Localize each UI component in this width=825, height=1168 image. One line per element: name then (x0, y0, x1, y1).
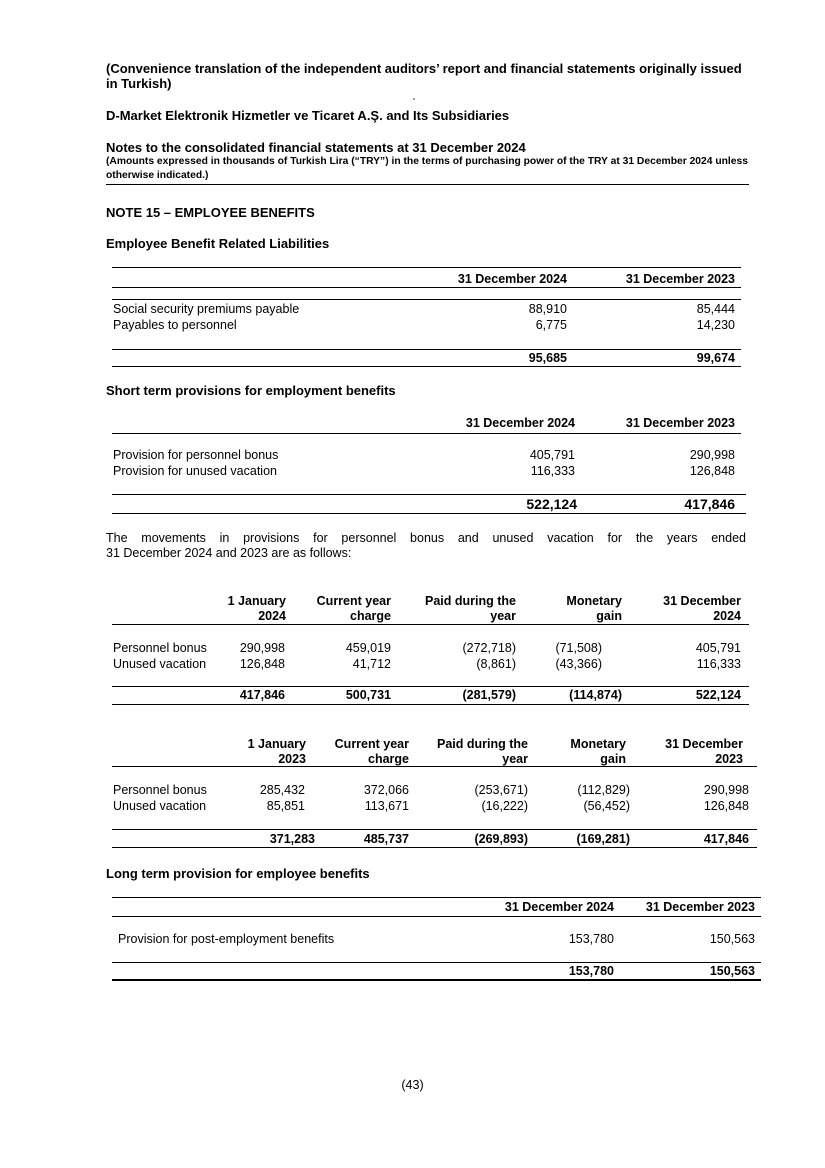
header-line: year (490, 609, 516, 623)
row-label: Provision for unused vacation (113, 464, 277, 478)
row-value: (253,671) (474, 783, 528, 797)
table-rule (112, 299, 741, 300)
row-label: Personnel bonus (113, 783, 207, 797)
table-rule (112, 349, 741, 350)
row-value: 116,333 (530, 464, 575, 478)
amounts-note: (Amounts expressed in thousands of Turkish Lira (“TRY”) in the terms of purchasing power of the TRY at 31 December 2024 unless otherwise indicated.) (106, 156, 748, 181)
row-label: Personnel bonus (113, 641, 207, 655)
column-header (300, 737, 409, 767)
translation-note: (Convenience translation of the independent auditors’ report and financial statements originally issued in Turkish) (106, 61, 742, 91)
column-header (200, 594, 286, 624)
row-value: 285,432 (259, 783, 305, 797)
note-title: NOTE 15 – EMPLOYEE BENEFITS (106, 205, 315, 220)
row-value: 405,791 (529, 448, 575, 462)
table-rule (112, 847, 757, 848)
table-rule (112, 433, 741, 434)
total-value: 95,685 (528, 351, 567, 365)
short-term-title: Short term provisions for employment benefits (106, 383, 396, 398)
header-line: 2024 (713, 609, 741, 623)
total-value: (169,281) (576, 832, 630, 846)
column-header (630, 594, 741, 624)
column-header: 31 December 2023 (645, 900, 755, 914)
table-rule (112, 829, 757, 830)
column-header: 31 December 2024 (457, 272, 567, 286)
table-rule (112, 916, 761, 917)
header-line: year (502, 752, 528, 766)
header-line: charge (368, 752, 409, 766)
table-rule (112, 686, 749, 687)
row-value: 372,066 (363, 783, 409, 797)
total-value: 99,674 (696, 351, 735, 365)
row-value: 88,910 (528, 302, 567, 316)
column-header: 31 December 2023 (625, 272, 735, 286)
column-header: 31 December 2023 (625, 416, 735, 430)
page-number: (43) (401, 1078, 424, 1092)
row-label: Unused vacation (113, 799, 207, 813)
column-header (395, 594, 516, 624)
header-line: Monetary (570, 737, 626, 751)
header-line: Current year (316, 594, 391, 608)
header-line: 31 December (663, 594, 741, 608)
header-divider (106, 184, 749, 185)
row-label: Social security premiums payable (113, 302, 300, 316)
row-value: 14,230 (696, 318, 735, 332)
row-value: 290,998 (689, 448, 735, 462)
table-rule (112, 513, 746, 514)
table-rule (112, 979, 761, 981)
column-header (410, 737, 528, 767)
row-value: 113,671 (364, 799, 409, 813)
header-line: 31 December (665, 737, 743, 751)
total-value: 417,846 (239, 688, 285, 702)
total-value: 500,731 (345, 688, 391, 702)
header-line: 2023 (278, 752, 306, 766)
row-value: 6,775 (535, 318, 567, 332)
table-rule (112, 267, 741, 268)
row-label: Provision for post-employment benefits (118, 932, 335, 946)
paragraph-line: 31 December 2024 and 2023 are as follows: (106, 546, 352, 560)
row-value: 126,848 (703, 799, 749, 813)
row-value: 459,019 (345, 641, 391, 655)
row-value: 126,848 (689, 464, 735, 478)
total-value: 522,124 (695, 688, 741, 702)
table-rule (112, 366, 741, 367)
row-value: 290,998 (703, 783, 749, 797)
row-label: Unused vacation (113, 657, 207, 671)
column-header (220, 737, 306, 767)
notes-title: Notes to the consolidated financial statements at 31 December 2024 (106, 140, 526, 155)
total-value: 371,283 (269, 832, 315, 846)
row-value: 116,333 (696, 657, 741, 671)
total-value: 522,124 (526, 496, 577, 512)
table-rule (112, 897, 761, 898)
header-line: 2023 (715, 752, 743, 766)
header-line: Current year (334, 737, 409, 751)
row-value: (71,508) (555, 641, 602, 655)
row-value: (272,718) (462, 641, 516, 655)
header-line: 1 January (247, 737, 306, 751)
row-value: 153,780 (568, 932, 614, 946)
column-header (290, 594, 391, 624)
total-value: (269,893) (474, 832, 528, 846)
row-value: 85,444 (696, 302, 735, 316)
total-value: 485,737 (363, 832, 409, 846)
row-value: (8,861) (476, 657, 516, 671)
header-line: charge (350, 609, 391, 623)
total-value: (114,874) (569, 688, 622, 702)
column-header (525, 594, 622, 624)
total-value: 150,563 (709, 964, 755, 978)
header-line: Paid during the (437, 737, 528, 751)
column-header (535, 737, 626, 767)
header-line: 1 January (227, 594, 286, 608)
total-value: 417,846 (684, 496, 735, 512)
movements-paragraph (106, 531, 746, 561)
column-header (640, 737, 743, 767)
row-value: 41,712 (352, 657, 391, 671)
row-value: 290,998 (239, 641, 285, 655)
column-header: 31 December 2024 (465, 416, 575, 430)
decorative-dot (413, 98, 415, 100)
header-line: gain (596, 609, 622, 623)
row-value: 85,851 (266, 799, 305, 813)
row-value: (43,366) (555, 657, 602, 671)
table-rule (112, 704, 749, 705)
company-name: D-Market Elektronik Hizmetler ve Ticaret A.Ş. and Its Subsidiaries (106, 108, 510, 123)
header-line: gain (600, 752, 626, 766)
row-value: (112,829) (577, 783, 630, 797)
column-header: 31 December 2024 (504, 900, 614, 914)
total-value: 153,780 (568, 964, 614, 978)
table-rule (112, 962, 761, 963)
row-label: Provision for personnel bonus (113, 448, 279, 462)
total-value: (281,579) (462, 688, 516, 702)
total-value: 417,846 (703, 832, 749, 846)
header-line: 2024 (258, 609, 286, 623)
row-value: 126,848 (239, 657, 285, 671)
table-rule (112, 287, 741, 288)
row-value: (56,452) (583, 799, 630, 813)
header-line: Monetary (566, 594, 622, 608)
row-value: 150,563 (709, 932, 755, 946)
long-term-title: Long term provision for employee benefits (106, 866, 370, 881)
table-rule (112, 766, 757, 767)
header-line: Paid during the (425, 594, 516, 608)
table-rule (112, 494, 746, 495)
paragraph-line: The movements in provisions for personnel bonus and unused vacation for the years ended (106, 531, 746, 545)
table-rule (112, 624, 749, 625)
row-label: Payables to personnel (113, 318, 237, 332)
liabilities-title: Employee Benefit Related Liabilities (106, 236, 330, 251)
row-value: (16,222) (481, 799, 528, 813)
row-value: 405,791 (695, 641, 741, 655)
